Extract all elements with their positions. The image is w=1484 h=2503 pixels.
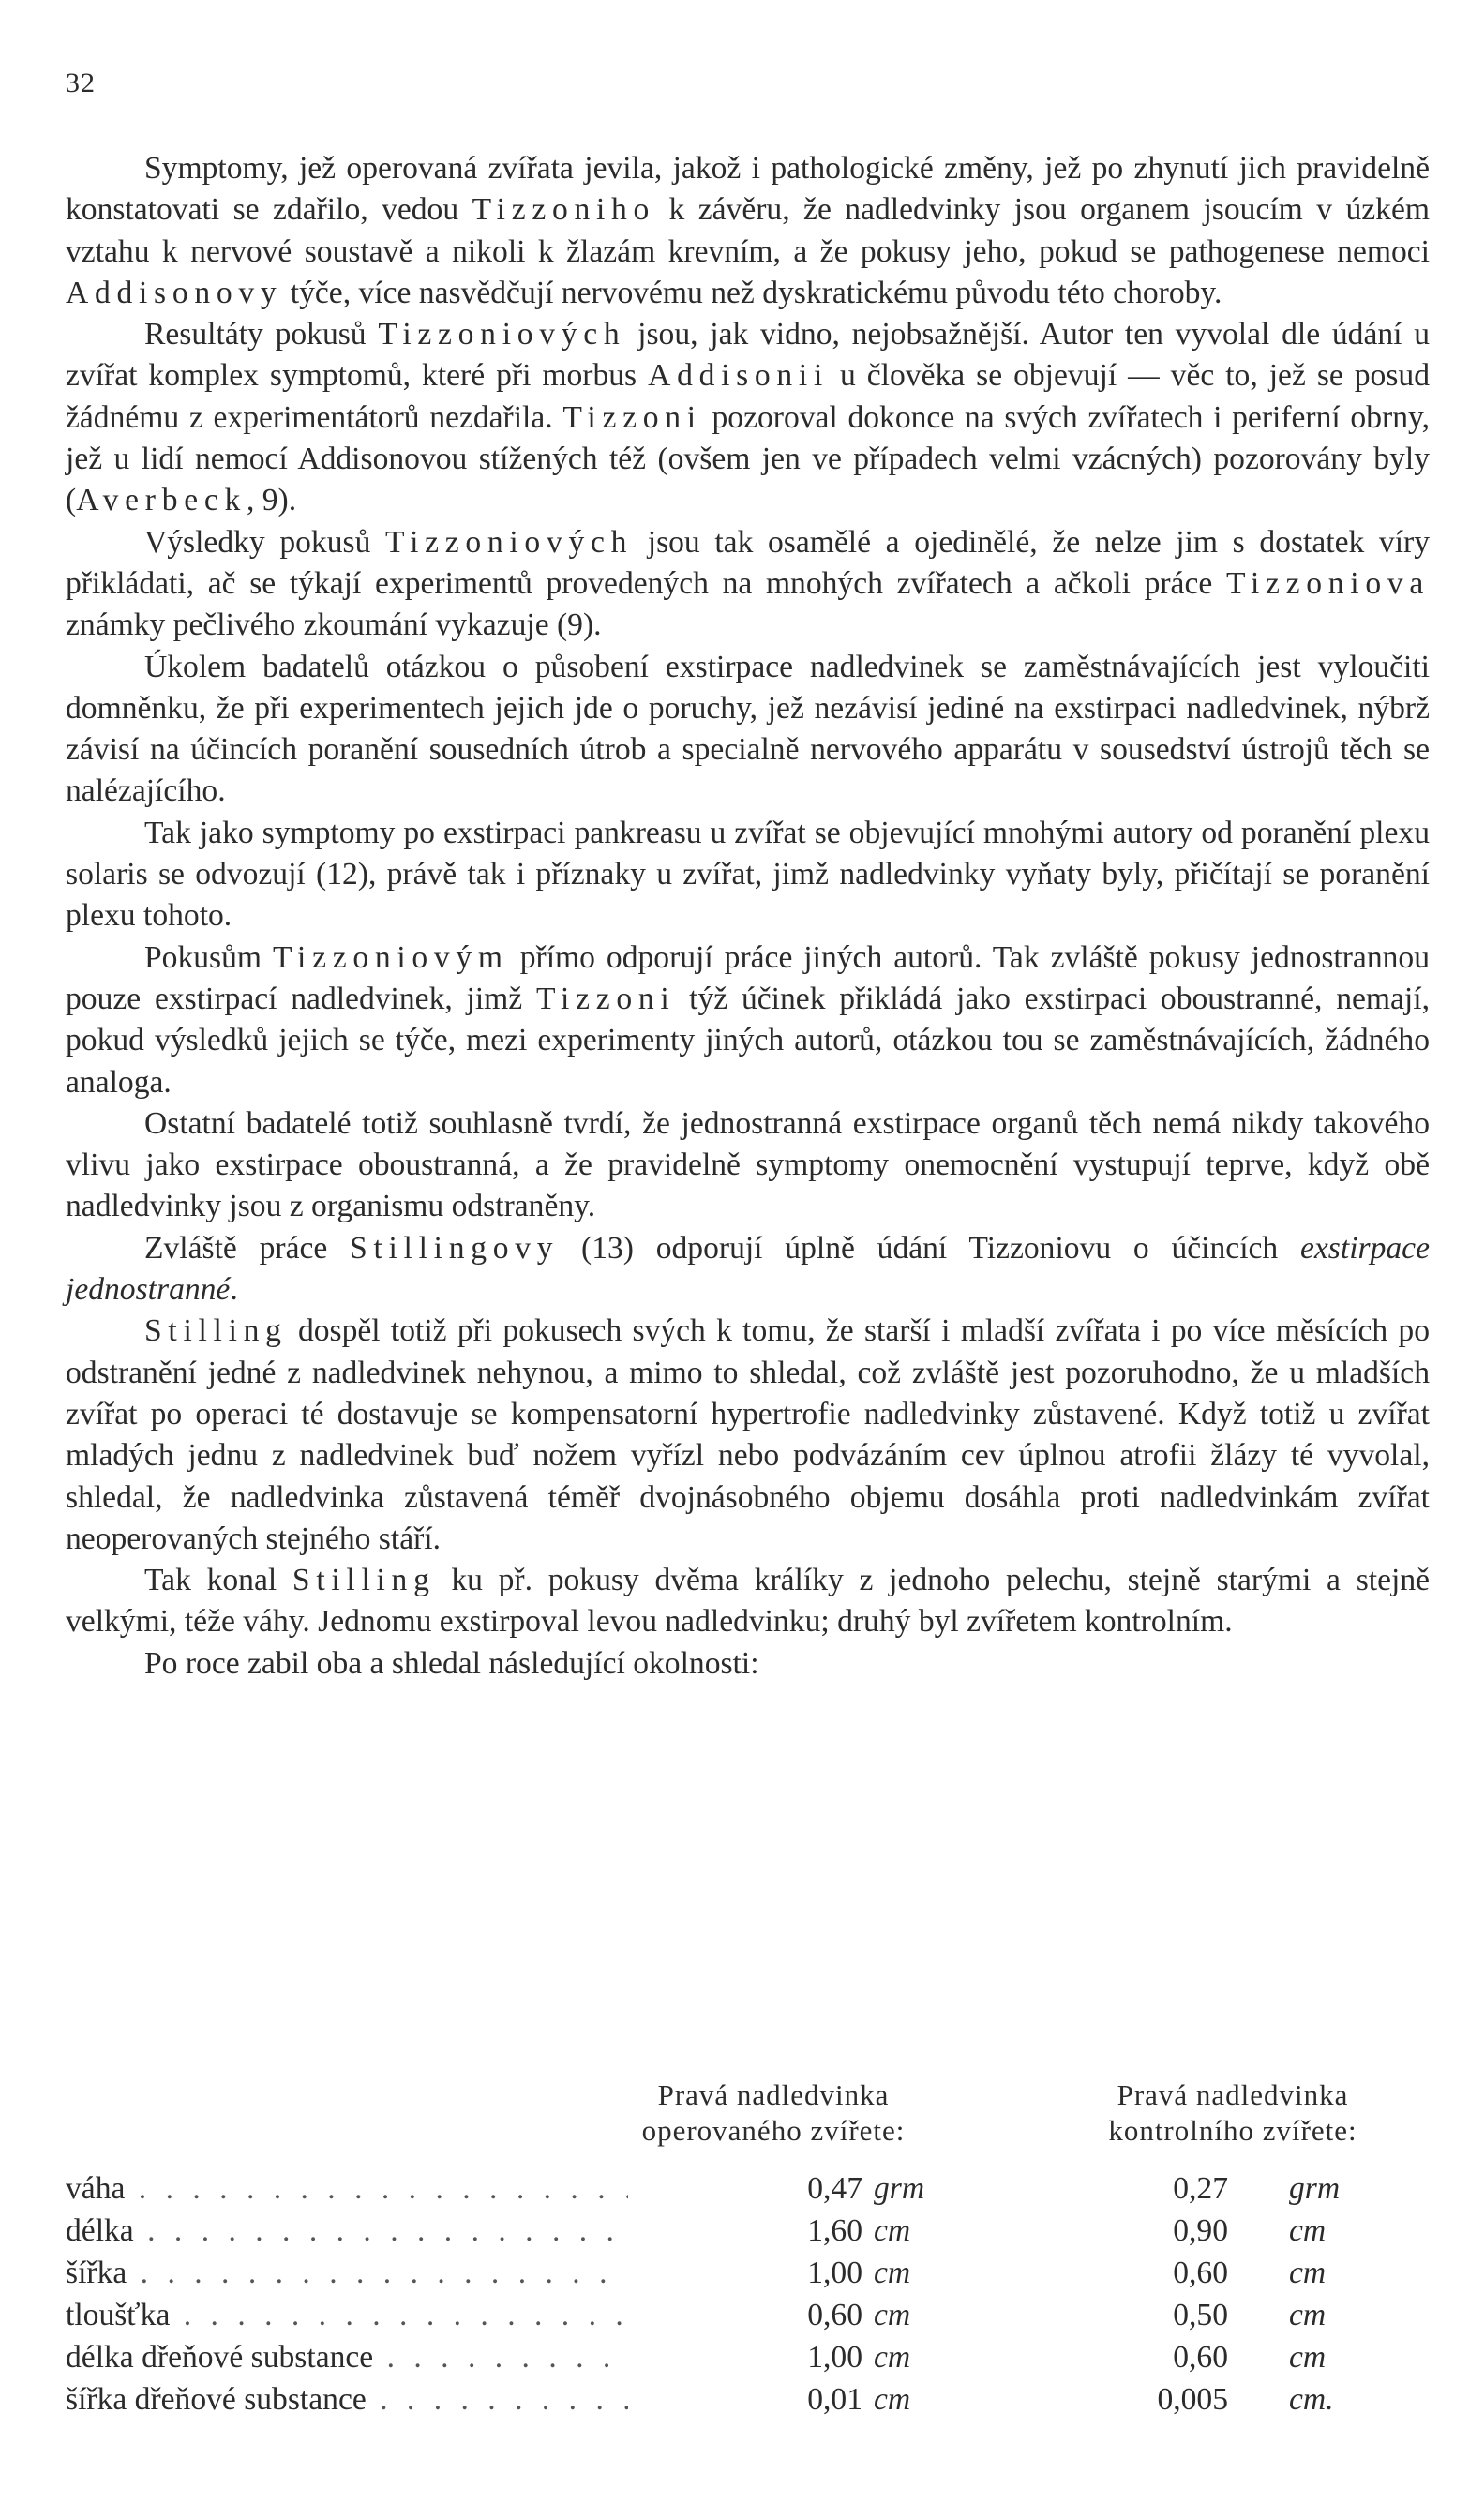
paragraph xyxy=(66,1560,1430,1643)
text-run: (13) odporují úplně údání Tizzoniovu o účincích xyxy=(559,1230,1300,1266)
value-operated: 1,00 xyxy=(807,2340,862,2375)
spaced-name: Stillingovy xyxy=(350,1230,560,1266)
column-header-operated-line1: Pravá nadledvinka xyxy=(657,2078,890,2111)
text-run: , 9). xyxy=(246,483,297,518)
table-row xyxy=(66,2171,1430,2213)
emphasis-text: exstirpace jednostranné xyxy=(66,1230,1430,1308)
unit-operated: cm xyxy=(874,2213,911,2248)
value-control: 0,50 xyxy=(1173,2298,1228,2332)
column-header-operated-line2: operovaného zvířete: xyxy=(641,2114,906,2147)
paragraph xyxy=(66,522,1430,647)
value-operated: 0,47 xyxy=(807,2171,862,2206)
spaced-name: Addisonii xyxy=(648,358,830,394)
text-run: týž účinek přikládá jako exstirpaci oboustranné, nemají, pokud výsledků jejich se týče, mezi experimenty jiných autorů, otázkou tou se zaměstnávajících, žádného analoga. xyxy=(66,981,1430,1100)
page-number: 32 xyxy=(66,67,96,98)
value-operated: 1,00 xyxy=(807,2256,862,2290)
spaced-name: Stilling xyxy=(144,1313,288,1349)
paragraph xyxy=(66,647,1430,813)
text-run: Zvláště práce xyxy=(144,1230,351,1266)
text-run: Ostatní badatelé totiž souhlasně tvrdí, že jednostranná exstirpace organů těch nemá nikdy takového vlivu jako exstirpace oboustranná, a že pravidelně symptomy onemocnění vystupují teprve, když obě nadledvinky jsou z organismu odstraněny. xyxy=(66,1105,1430,1224)
text-run: známky pečlivého zkoumání vykazuje (9). xyxy=(66,607,602,643)
text-run: Resultáty pokusů xyxy=(144,317,379,352)
row-label: šířka dřeňové substance . . . xyxy=(66,2382,628,2418)
paragraph xyxy=(66,1228,1430,1311)
spaced-name: Stilling xyxy=(292,1563,436,1598)
paragraph xyxy=(66,148,1430,314)
column-header-control-line2: kontrolního zvířete: xyxy=(1108,2114,1357,2147)
paragraph xyxy=(66,1103,1430,1228)
paragraph xyxy=(66,937,1430,1103)
row-label: tloušťka . . . xyxy=(66,2298,628,2333)
table-row xyxy=(66,2213,1430,2256)
paragraph xyxy=(66,1311,1430,1560)
unit-control: grm xyxy=(1289,2171,1341,2206)
paragraph xyxy=(66,314,1430,521)
text-run: dospěl totiž při pokusech svých k tomu, že starší i mladší zvířata i po více měsících po odstranění jedné z nadledvinek nehynou, a mimo to shledal, což zvláště jest pozoruhodno, že u mladších zvířat po operaci té dostavuje se kompensatorní hypertrofie nadledvinky zůstavené. Když totiž u zvířat mladých jednu z nadledvinek buď nožem vyřízl nebo podvázáním cev úplnou atrofii žlázy té vyvolal, shledal, že nadledvinka zůstavená téměř dvojnásobného objemu dosáhla proti nadledvinkám zvířat neoperovaných stejného stáří. xyxy=(66,1313,1430,1556)
text-run: přímo odporují práce jiných autorů. Tak zvláště pokusy jednostrannou pouze exstirpací nadledvinek, jimž xyxy=(66,939,1430,1016)
spaced-name: Averbeck xyxy=(76,483,247,518)
value-control: 0,60 xyxy=(1173,2256,1228,2290)
spaced-name: Addisonovy xyxy=(66,275,283,310)
table-row xyxy=(66,2382,1430,2424)
text-run: . xyxy=(230,1272,238,1308)
spaced-name: Tizzoniova xyxy=(1225,565,1430,601)
spaced-name: Tizzoniových xyxy=(385,524,634,560)
text-run: ku př. pokusy dvěma králíky z jednoho pelechu, stejně starými a stejně velkými, téže váhy. Jednomu exstirpoval levou nadledvinku; druhý byl zvířetem kontrolním. xyxy=(66,1563,1431,1640)
unit-operated: cm xyxy=(874,2256,911,2290)
text-run: Tak jako symptomy po exstirpaci pankreasu u zvířat se objevující mnohými autory od poranění plexu solaris se odvozují (12), právě tak i příznaky u zvířat, jimž nadledvinky vyňaty byly, přičítají se poranění plexu tohoto. xyxy=(66,815,1430,934)
text-run: Úkolem badatelů otázkou o působení exstirpace nadledvinek se zaměstnávajících jest vyloučiti domněnku, že při experimentech jejich jde o poruchy, jež nezávisí jediné na exstirpaci nadledvinek, nýbrž závisí na účincích poranění sousedních útrob a specialně nervového apparátu v sousedství ústrojů těch se nalézajícího. xyxy=(66,649,1430,809)
text-run: u člověka se objevují — věc to, jež se posud žádnému z experimentátorů nezdařila. xyxy=(66,358,1430,435)
row-label: šířka . . . xyxy=(66,2256,628,2291)
paragraph xyxy=(66,1643,1430,1685)
column-header-control xyxy=(1078,2077,1387,2149)
text-run: Tak konal xyxy=(144,1563,292,1598)
text-run: jsou tak osamělé a ojedinělé, že nelze jim s dostatek víry přikládati, ač se týkají experimentů provedených na mnohých zvířatech a ačkoli práce xyxy=(66,524,1430,601)
text-run: k závěru, že nadledvinky jsou organem jsoucím v úzkém vztahu k nervové soustavě a nikoli k žlazám krevním, a že pokusy jeho, pokud se pathogenese nemoci xyxy=(66,192,1430,269)
unit-control: cm xyxy=(1289,2298,1327,2332)
table-row xyxy=(66,2340,1430,2382)
text-run: týče, více nasvědčují nervovému než dyskratickému původu této choroby. xyxy=(282,275,1222,310)
unit-control: cm xyxy=(1289,2340,1327,2375)
row-label: délka dřeňové substance . . . xyxy=(66,2340,628,2376)
value-control: 0,90 xyxy=(1173,2213,1228,2248)
value-operated: 0,01 xyxy=(807,2382,862,2417)
text-run: Symptomy, jež operovaná zvířata jevila, jakož i pathologické změny, jež po zhynutí jich pravidelně konstatovati se zdařilo, vedou xyxy=(66,151,1430,228)
text-run: Pokusům xyxy=(144,939,273,975)
unit-operated: cm xyxy=(874,2340,911,2375)
spaced-name: Tizzoni xyxy=(535,981,676,1016)
text-run: pozoroval dokonce na svých zvířatech i periferní obrny, jež u lidí nemocí Addisonovou stížených též (ovšem jen ve případech velmi vzácných) pozorovány byly ( xyxy=(66,399,1430,518)
table-row xyxy=(66,2256,1430,2298)
unit-operated: cm xyxy=(874,2298,911,2332)
spaced-name: Tizzoni xyxy=(562,399,702,435)
spaced-name: Tizzoniových xyxy=(378,317,626,352)
table-row xyxy=(66,2298,1430,2340)
value-control: 0,60 xyxy=(1173,2340,1228,2375)
value-control: 0,27 xyxy=(1173,2171,1228,2206)
body-text xyxy=(66,148,1430,1685)
spaced-name: Tizzoniho xyxy=(472,192,656,228)
unit-control: cm xyxy=(1289,2213,1327,2248)
value-operated: 1,60 xyxy=(807,2213,862,2248)
value-operated: 0,60 xyxy=(807,2298,862,2332)
unit-operated: cm xyxy=(874,2382,911,2417)
spaced-name: Tizzoniovým xyxy=(272,939,509,975)
unit-control: cm. xyxy=(1289,2382,1334,2417)
unit-control: cm xyxy=(1289,2256,1327,2290)
unit-operated: grm xyxy=(874,2171,925,2206)
column-header-control-line1: Pravá nadledvinka xyxy=(1117,2078,1349,2111)
column-header-operated xyxy=(619,2077,928,2149)
row-label: váha . . . xyxy=(66,2171,628,2207)
text-run: jsou, jak vidno, nejobsažnější. Autor ten vyvolal dle údání u zvířat komplex symptomů, které při morbus xyxy=(66,317,1430,394)
text-run: Výsledky pokusů xyxy=(144,524,386,560)
row-label: délka . . . xyxy=(66,2213,628,2249)
value-control: 0,005 xyxy=(1157,2382,1228,2417)
text-run: Po roce zabil oba a shledal následující okolnosti: xyxy=(144,1645,759,1681)
table-rows xyxy=(66,2171,1430,2424)
paragraph xyxy=(66,813,1430,937)
